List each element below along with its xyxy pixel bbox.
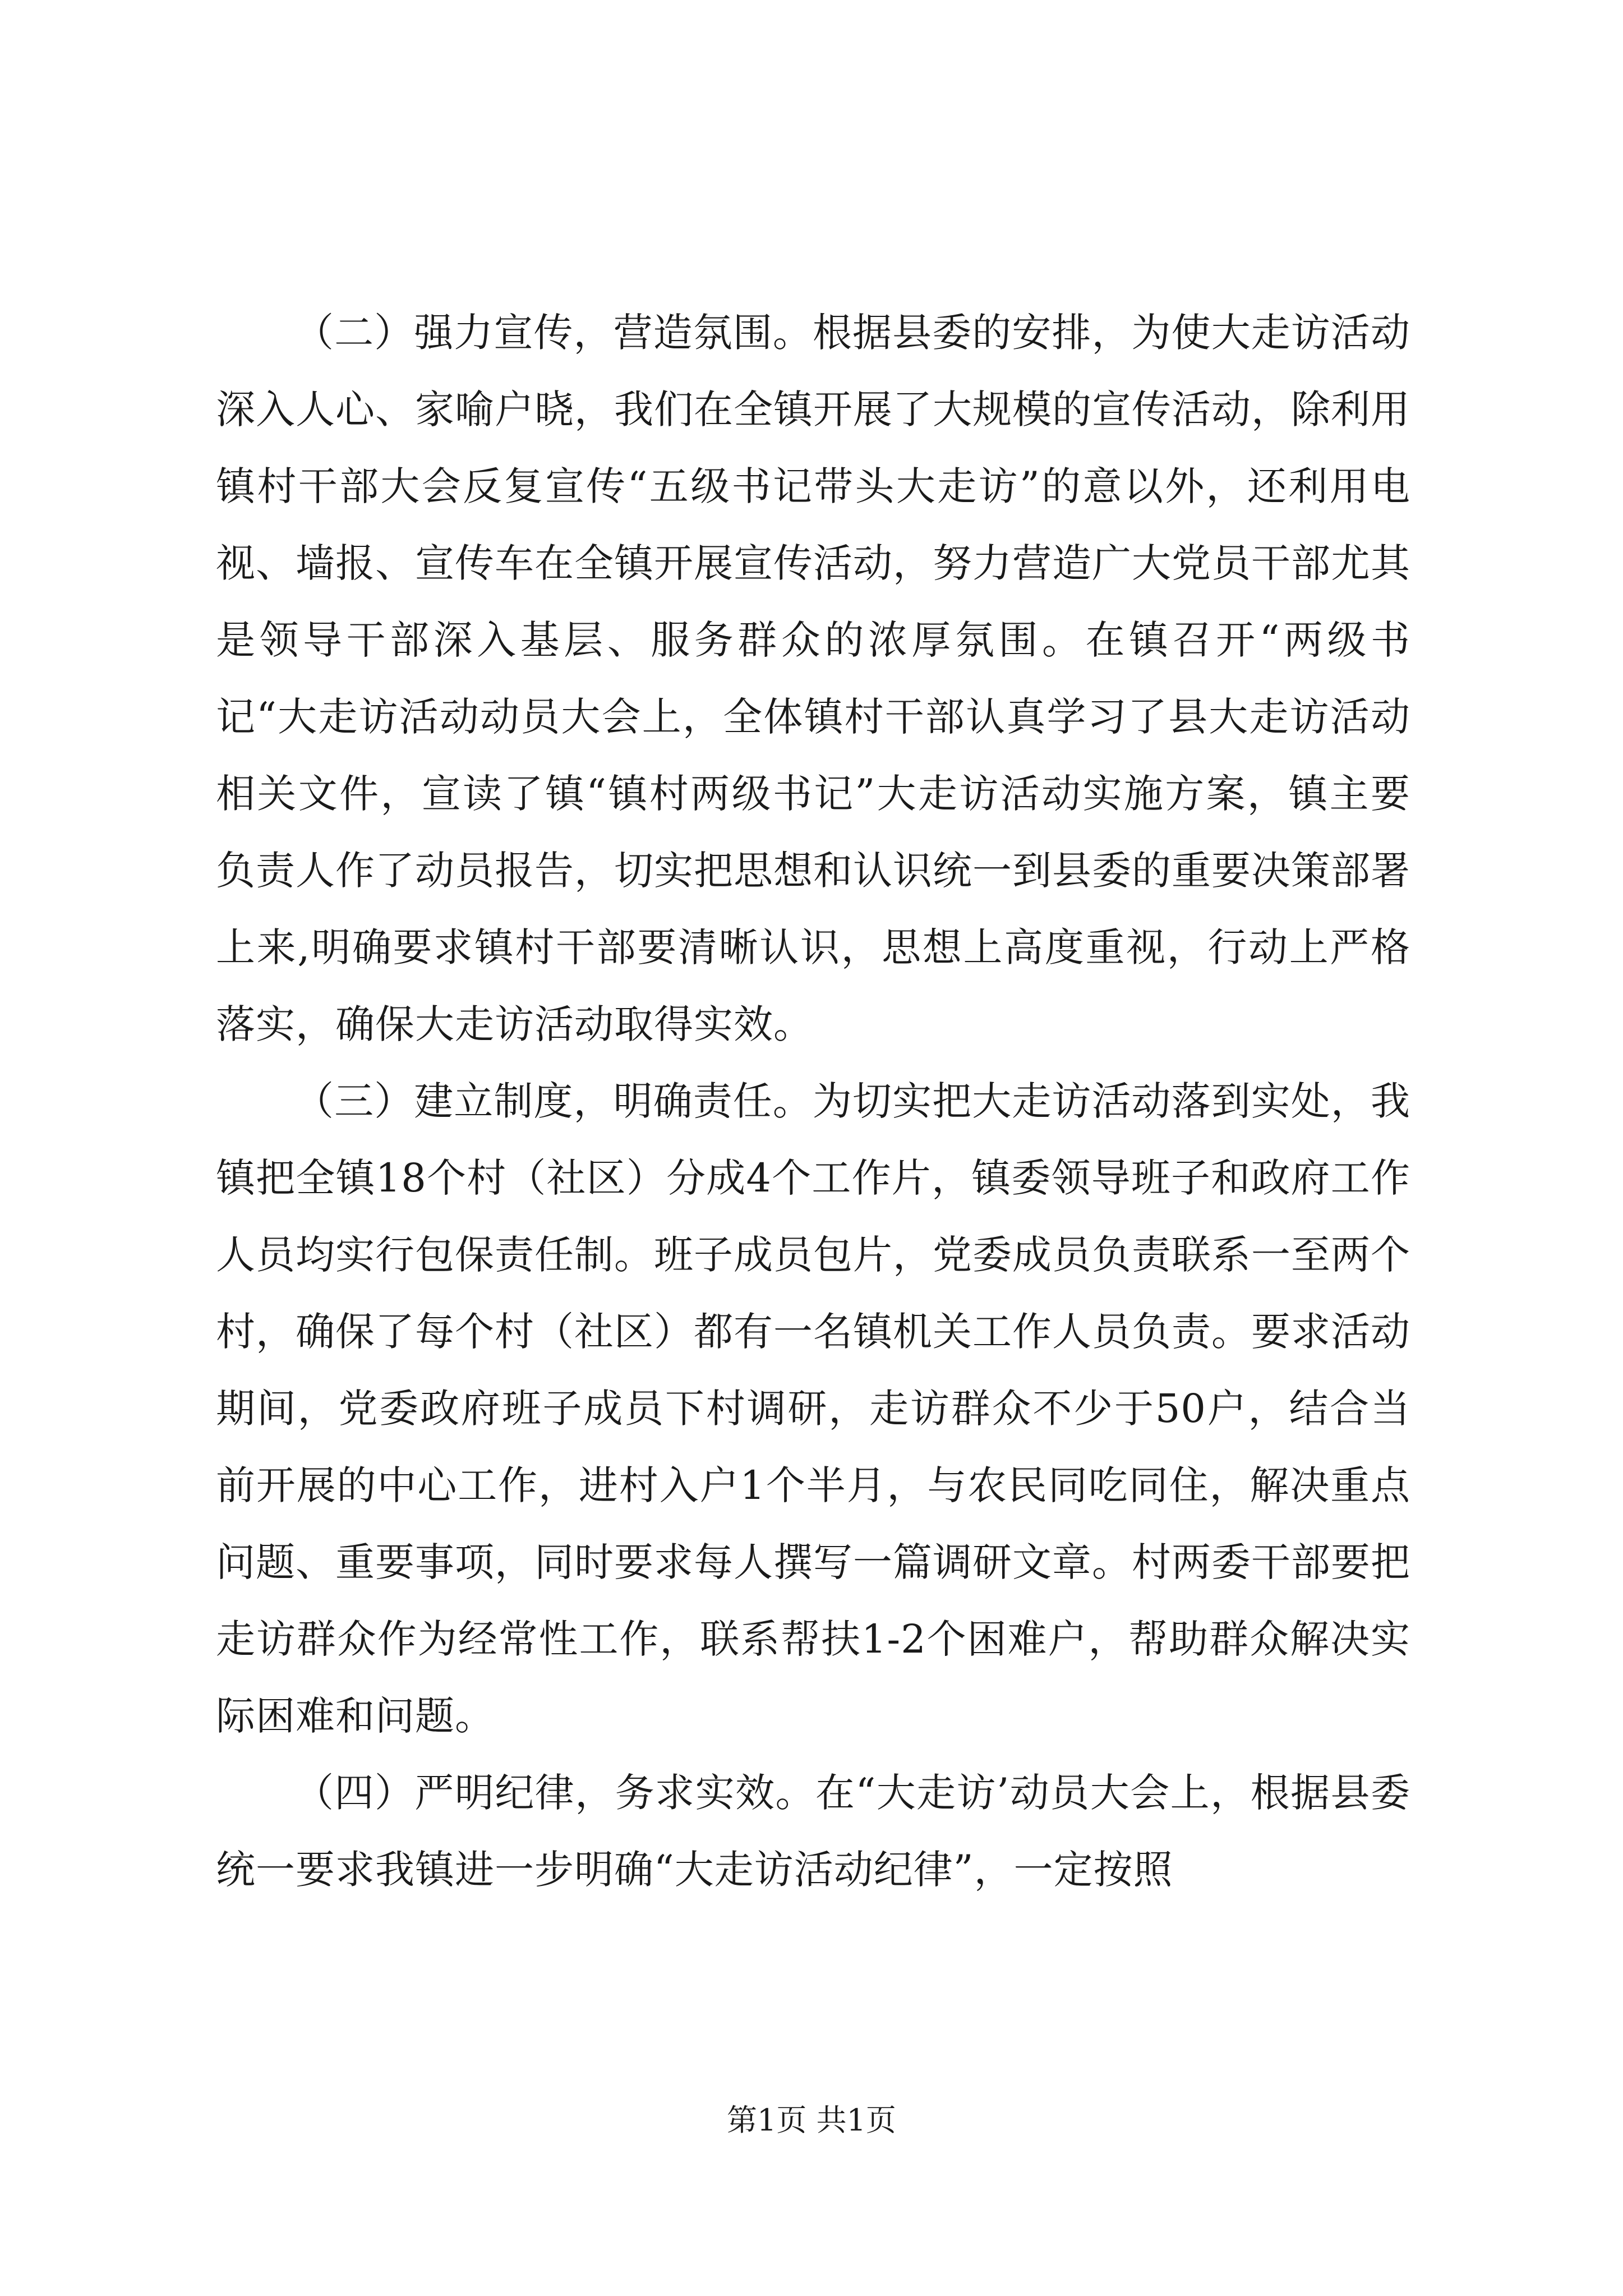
page-footer: 第1页 共1页 — [727, 2102, 896, 2138]
paragraph-discipline: （四）严明纪律，务求实效。在“大走访’动员大会上，根据县委统一要求我镇进一步明确“大走访活动纪律”，一定按照 — [216, 1770, 1410, 1893]
paragraph-responsibility: （三）建立制度，明确责任。为切实把大走访活动落到实处，我镇把全镇18个村（社区）分成4个工作片，镇委领导班子和政府工作人员均实行包保责任制。班子成员包片，党委成员负责联系一至两个村，确保了每个村（社区）都有一名镇机关工作人员负责。要求活动期间，党委政府班子成员下村调研，走访群众不少于50户，结合当前开展的中心工作，进村入户1个半月，与农民同吃同住，解决重点问题、重要事项，同时要求每人撰写一篇调研文章。村两委干部要把走访群众作为经常性工作，联系帮扶1-2个困难户，帮助群众解决实际困难和问题。 — [216, 1078, 1410, 1739]
document-body — [216, 295, 1410, 1908]
paragraph-publicity: （二）强力宣传，营造氛围。根据县委的安排，为使大走访活动深入人心、家喻户晓，我们在全镇开展了大规模的宣传活动，除利用镇村干部大会反复宣传“五级书记带头大走访”的意以外，还利用电视、墙报、宣传车在全镇开展宣传活动，努力营造广大党员干部尤其是领导干部深入基层、服务群众的浓厚氛围。在镇召开“两级书记“大走访活动动员大会上，全体镇村干部认真学习了县大走访活动相关文件，宣读了镇“镇村两级书记”大走访活动实施方案，镇主要负责人作了动员报告，切实把思想和认识统一到县委的重要决策部署上来,明确要求镇村干部要清晰认识，思想上高度重视，行动上严格落实，确保大走访活动取得实效。 — [216, 310, 1410, 1047]
